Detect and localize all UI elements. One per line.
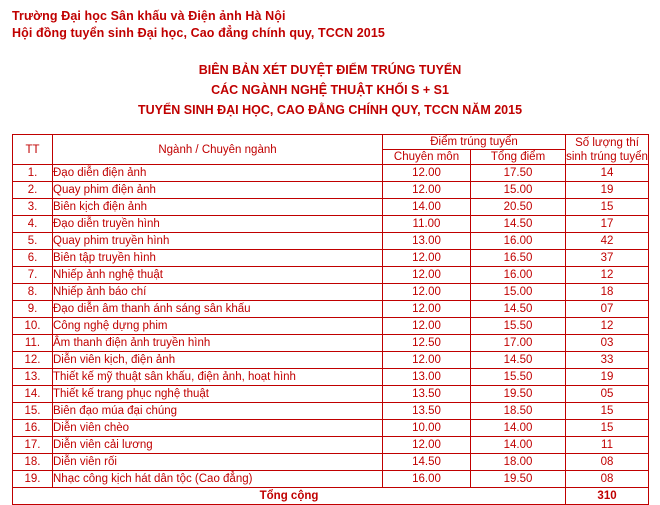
table-row: [13, 335, 649, 352]
row-specialty-score: 11.00: [383, 216, 471, 233]
table-row: [13, 352, 649, 369]
row-total-score: 20.50: [471, 199, 566, 216]
row-specialty-score: 13.50: [383, 386, 471, 403]
row-major: Nhạc công kịch hát dân tộc (Cao đẳng): [53, 471, 383, 488]
row-quantity: 05: [566, 386, 649, 403]
table-row: [13, 301, 649, 318]
row-index: 2.: [13, 182, 53, 199]
column-header-tt: TT: [13, 135, 53, 165]
table-row: [13, 182, 649, 199]
row-major: Quay phim truyền hình: [53, 233, 383, 250]
row-specialty-score: 12.50: [383, 335, 471, 352]
row-total-score: 14.00: [471, 437, 566, 454]
total-value: 310: [566, 488, 649, 505]
row-specialty-score: 16.00: [383, 471, 471, 488]
table-header-row-1: [13, 135, 649, 150]
row-total-score: 14.50: [471, 301, 566, 318]
row-specialty-score: 14.50: [383, 454, 471, 471]
row-specialty-score: 12.00: [383, 284, 471, 301]
row-specialty-score: 12.00: [383, 301, 471, 318]
row-specialty-score: 13.50: [383, 403, 471, 420]
row-quantity: 18: [566, 284, 649, 301]
row-major: Diễn viên cải lương: [53, 437, 383, 454]
row-specialty-score: 12.00: [383, 437, 471, 454]
row-index: 16.: [13, 420, 53, 437]
row-major: Quay phim điện ảnh: [53, 182, 383, 199]
table-row: [13, 284, 649, 301]
table-row: [13, 318, 649, 335]
row-quantity: 12: [566, 318, 649, 335]
row-major: Âm thanh điện ảnh truyền hình: [53, 335, 383, 352]
row-major: Thiết kế mỹ thuật sân khấu, điện ảnh, hoạt hình: [53, 369, 383, 386]
row-total-score: 15.00: [471, 284, 566, 301]
table-row: [13, 386, 649, 403]
row-major: Công nghệ dựng phim: [53, 318, 383, 335]
table-row: [13, 267, 649, 284]
document-title: [12, 60, 648, 120]
row-specialty-score: 12.00: [383, 267, 471, 284]
row-major: Diễn viên rối: [53, 454, 383, 471]
row-index: 17.: [13, 437, 53, 454]
row-index: 4.: [13, 216, 53, 233]
table-row: [13, 369, 649, 386]
row-major: Biên đạo múa đại chúng: [53, 403, 383, 420]
row-quantity: 07: [566, 301, 649, 318]
row-total-score: 14.00: [471, 420, 566, 437]
total-label: Tổng cộng: [13, 488, 566, 505]
table-header: [13, 135, 649, 165]
row-quantity: 33: [566, 352, 649, 369]
table-row: [13, 437, 649, 454]
row-quantity: 11: [566, 437, 649, 454]
row-specialty-score: 12.00: [383, 165, 471, 182]
row-major: Nhiếp ảnh nghệ thuật: [53, 267, 383, 284]
row-specialty-score: 10.00: [383, 420, 471, 437]
row-specialty-score: 13.00: [383, 369, 471, 386]
row-quantity: 14: [566, 165, 649, 182]
row-quantity: 12: [566, 267, 649, 284]
table-row: [13, 420, 649, 437]
row-total-score: 18.50: [471, 403, 566, 420]
row-specialty-score: 12.00: [383, 250, 471, 267]
admission-scores-table: [12, 134, 649, 505]
table-row: [13, 403, 649, 420]
row-major: Thiết kế trang phục nghệ thuật: [53, 386, 383, 403]
row-index: 5.: [13, 233, 53, 250]
column-header-major: Ngành / Chuyên ngành: [53, 135, 383, 165]
table-row: [13, 165, 649, 182]
table-row: [13, 233, 649, 250]
row-index: 14.: [13, 386, 53, 403]
table-total-row: [13, 488, 649, 505]
row-index: 13.: [13, 369, 53, 386]
row-specialty-score: 14.00: [383, 199, 471, 216]
row-major: Đạo diễn truyền hình: [53, 216, 383, 233]
row-total-score: 18.00: [471, 454, 566, 471]
organization-line-2: Hội đồng tuyển sinh Đại học, Cao đẳng chính quy, TCCN 2015: [12, 26, 385, 40]
row-quantity: 08: [566, 471, 649, 488]
row-specialty-score: 12.00: [383, 352, 471, 369]
row-major: Biên tập truyền hình: [53, 250, 383, 267]
row-total-score: 14.50: [471, 216, 566, 233]
row-total-score: 19.50: [471, 386, 566, 403]
row-index: 8.: [13, 284, 53, 301]
table-row: [13, 199, 649, 216]
title-line-2: CÁC NGÀNH NGHỆ THUẬT KHỐI S + S1: [211, 83, 449, 97]
row-index: 1.: [13, 165, 53, 182]
table-row: [13, 471, 649, 488]
row-quantity: 03: [566, 335, 649, 352]
row-major: Diễn viên kịch, điện ảnh: [53, 352, 383, 369]
row-index: 18.: [13, 454, 53, 471]
row-index: 10.: [13, 318, 53, 335]
row-index: 7.: [13, 267, 53, 284]
column-header-score-group: Điểm trúng tuyển: [383, 135, 566, 150]
row-specialty-score: 13.00: [383, 233, 471, 250]
column-header-quantity: Số lượng thí sinh trúng tuyển: [566, 136, 648, 163]
organization-line-1: Trường Đại học Sân khấu và Điện ảnh Hà Nội: [12, 9, 286, 23]
row-total-score: 17.00: [471, 335, 566, 352]
row-index: 3.: [13, 199, 53, 216]
row-quantity: 37: [566, 250, 649, 267]
table-row: [13, 454, 649, 471]
row-total-score: 16.50: [471, 250, 566, 267]
row-index: 19.: [13, 471, 53, 488]
row-major: Đạo diễn âm thanh ánh sáng sân khấu: [53, 301, 383, 318]
table-row: [13, 250, 649, 267]
row-specialty-score: 12.00: [383, 318, 471, 335]
row-total-score: 16.00: [471, 267, 566, 284]
row-major: Diễn viên chèo: [53, 420, 383, 437]
row-index: 15.: [13, 403, 53, 420]
row-quantity: 15: [566, 403, 649, 420]
title-line-1: BIÊN BẢN XÉT DUYỆT ĐIỂM TRÚNG TUYỂN: [198, 63, 462, 77]
row-quantity: 15: [566, 420, 649, 437]
row-index: 11.: [13, 335, 53, 352]
table-body: [13, 165, 649, 505]
row-total-score: 14.50: [471, 352, 566, 369]
column-header-specialty-score: Chuyên môn: [383, 150, 471, 165]
row-total-score: 15.00: [471, 182, 566, 199]
row-total-score: 15.50: [471, 318, 566, 335]
row-major: Đạo diễn điện ảnh: [53, 165, 383, 182]
row-index: 12.: [13, 352, 53, 369]
row-total-score: 19.50: [471, 471, 566, 488]
row-total-score: 16.00: [471, 233, 566, 250]
row-quantity: 15: [566, 199, 649, 216]
row-total-score: 17.50: [471, 165, 566, 182]
row-major: Nhiếp ảnh báo chí: [53, 284, 383, 301]
table-row: [13, 216, 649, 233]
row-index: 6.: [13, 250, 53, 267]
row-quantity: 42: [566, 233, 649, 250]
row-quantity: 17: [566, 216, 649, 233]
row-quantity: 19: [566, 369, 649, 386]
row-index: 9.: [13, 301, 53, 318]
title-line-3: TUYỂN SINH ĐẠI HỌC, CAO ĐẲNG CHÍNH QUY, TCCN NĂM 2015: [137, 103, 523, 117]
row-quantity: 08: [566, 454, 649, 471]
row-total-score: 15.50: [471, 369, 566, 386]
row-specialty-score: 12.00: [383, 182, 471, 199]
row-quantity: 19: [566, 182, 649, 199]
row-major: Biên kịch điện ảnh: [53, 199, 383, 216]
column-header-total-score: Tổng điểm: [471, 150, 566, 165]
